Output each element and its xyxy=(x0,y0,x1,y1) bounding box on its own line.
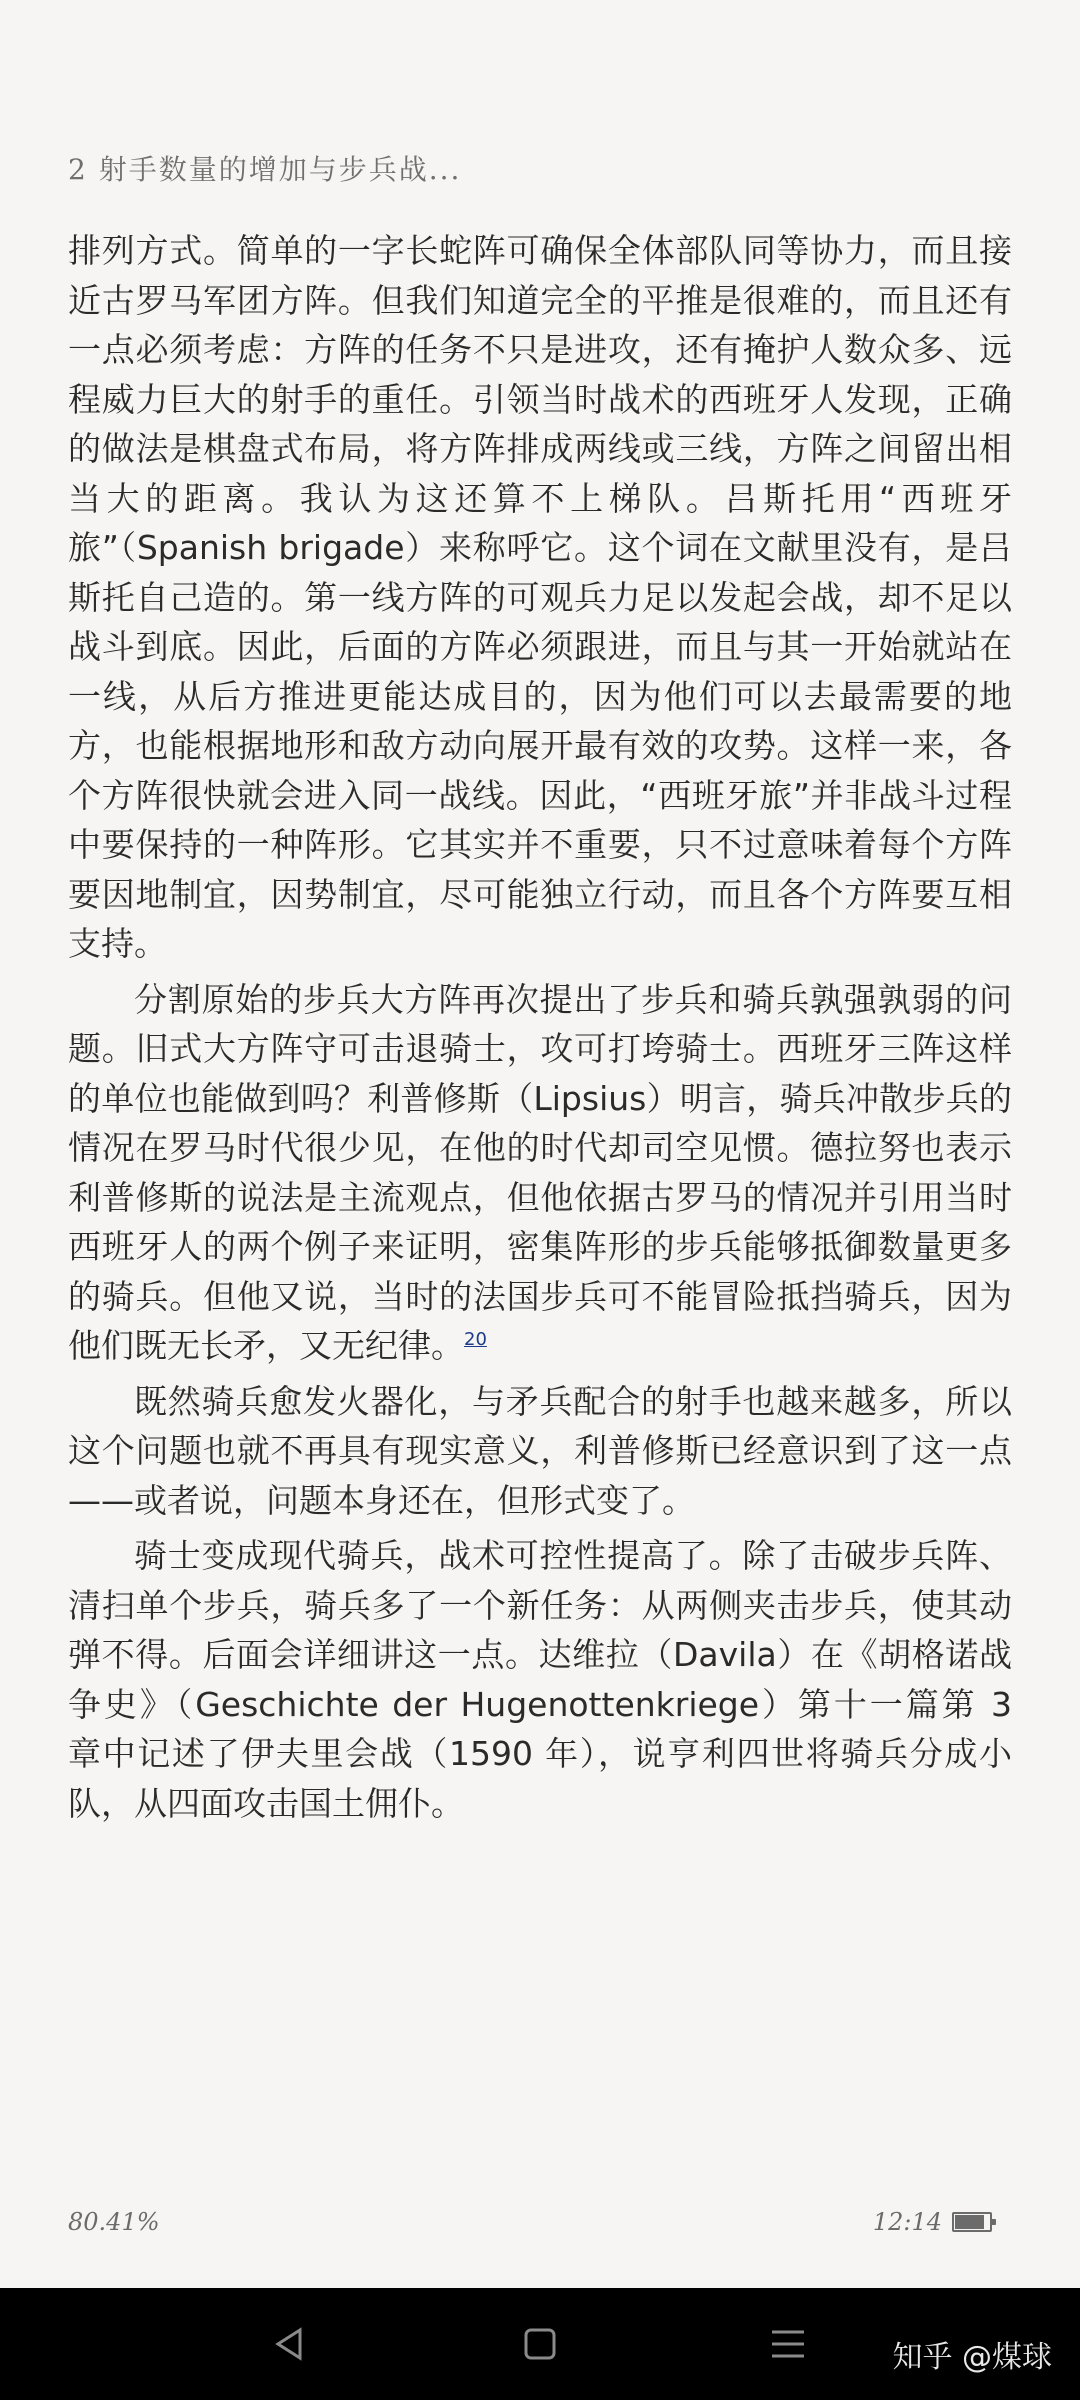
battery-icon xyxy=(952,2212,992,2232)
watermark: 知乎 @煤球 xyxy=(892,2340,1052,2375)
status-bar xyxy=(873,2208,992,2236)
clock: 12:14 xyxy=(872,2208,942,2236)
footnote-link[interactable]: 20 xyxy=(464,1329,487,1350)
reading-progress: 80.41% xyxy=(68,2208,160,2236)
paragraph: 排列方式。简单的一字长蛇阵可确保全体部队同等协力，而且接近古罗马军团方阵。但我们知道完全的平推是很难的，而且还有一点必须考虑：方阵的任务不只是进攻，还有掩护人数众多、远程威力巨大的射手的重任。引领当时战术的西班牙人发现，正确的做法是棋盘式布局，将方阵排成两线或三线，方阵之间留出相当大的距离。我认为这还算不上梯队。吕斯托用“西班牙旅”（Spanish brigade）来称呼它。这个词在文献里没有，是吕斯托自己造的。第一线方阵的可观兵力足以发起会战，却不足以战斗到底。因此，后面的方阵必须跟进，而且与其一开始就站在一线，从后方推进更能达成目的，因为他们可以去最需要的地方，也能根据地形和敌方动向展开最有效的攻势。这样一来，各个方阵很快就会进入同一战线。因此，“西班牙旅”并非战斗过程中要保持的一种阵形。它其实并不重要，只不过意味着每个方阵要因地制宜，因势制宜，尽可能独立行动，而且各个方阵要互相支持。 xyxy=(68,231,1012,963)
menu-lines-icon[interactable] xyxy=(760,2316,816,2372)
back-triangle-icon[interactable] xyxy=(262,2316,318,2372)
paragraph: 既然骑兵愈发火器化，与矛兵配合的射手也越来越多，所以这个问题也就不再具有现实意义，利普修斯已经意识到了这一点——或者说，问题本身还在，但形式变了。 xyxy=(68,1381,1012,1520)
home-square-icon[interactable] xyxy=(512,2316,568,2372)
paragraph: 骑士变成现代骑兵，战术可控性提高了。除了击破步兵阵、清扫单个步兵，骑兵多了一个新任务：从两侧夹击步兵，使其动弹不得。后面会详细讲这一点。达维拉（Davila）在《胡格诺战争史》（Geschichte der Hugenottenkriege）第十一篇第 3 章中记述了伊夫里会战（1590 年），说亨利四世将骑兵分成小队，从四面攻击国土佣仆。 xyxy=(68,1536,1012,1823)
reader-content xyxy=(68,226,1012,1834)
paragraph-text: 分割原始的步兵大方阵再次提出了步兵和骑兵孰强孰弱的问题。旧式大方阵守可击退骑士，攻可打垮骑士。西班牙三阵这样的单位也能做到吗？利普修斯（Lipsius）明言，骑兵冲散步兵的情况在罗马时代很少见，在他的时代却司空见惯。德拉努也表示利普修斯的说法是主流观点，但他依据古罗马的情况并引用当时西班牙人的两个例子来证明，密集阵形的步兵能够抵御数量更多的骑兵。但他又说，当时的法国步兵可不能冒险抵挡骑兵，因为他们既无长矛，又无纪律。 xyxy=(68,979,1012,1365)
chapter-title: 2 射手数量的增加与步兵战... xyxy=(68,153,462,186)
battery-level xyxy=(955,2215,984,2229)
paragraph xyxy=(68,975,1012,1371)
